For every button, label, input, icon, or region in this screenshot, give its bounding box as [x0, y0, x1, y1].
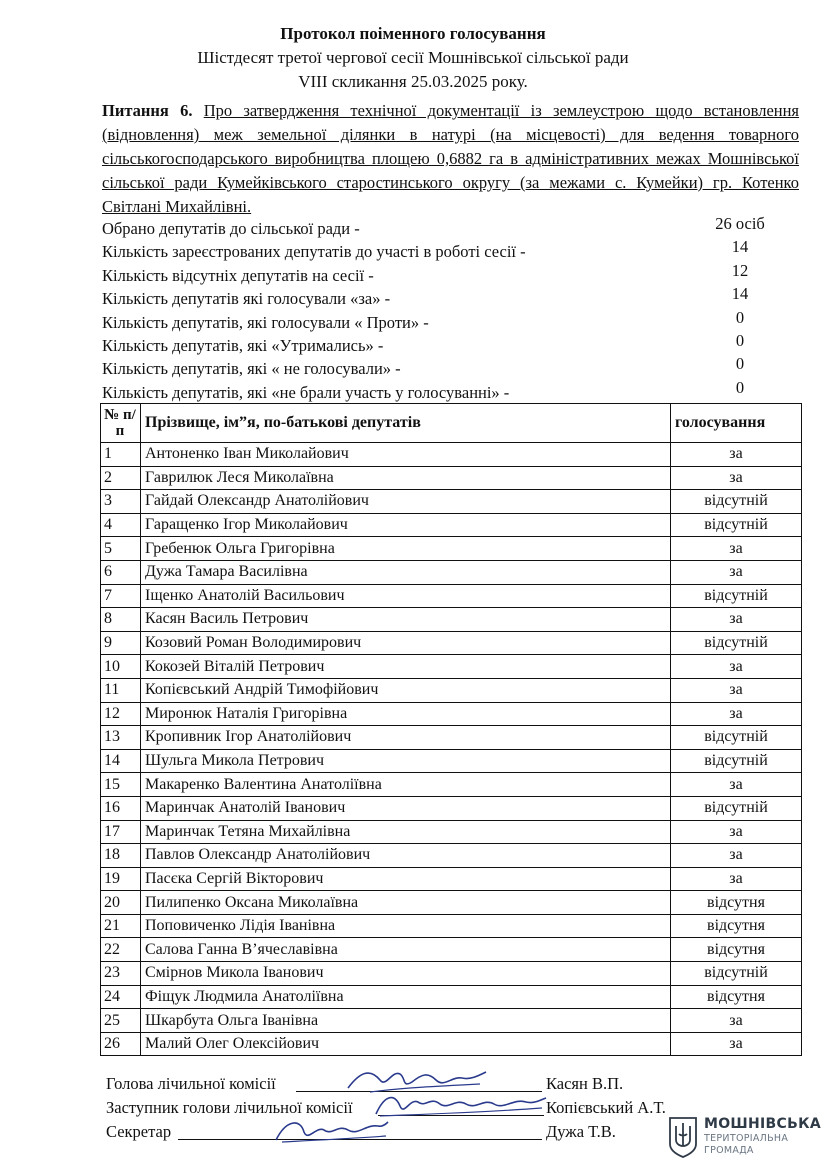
table-row	[101, 608, 802, 632]
vote-result: за	[671, 702, 802, 726]
deputy-name: Маринчак Анатолій Іванович	[141, 796, 671, 820]
table-row	[101, 584, 802, 608]
row-number: 1	[101, 443, 141, 467]
row-number: 9	[101, 631, 141, 655]
signature-role-chair: Голова лічильної комісії	[106, 1074, 276, 1093]
table-row	[101, 1032, 802, 1056]
row-number: 26	[101, 1032, 141, 1056]
deputy-name: Іщенко Анатолій Васильович	[141, 584, 671, 608]
row-number: 16	[101, 796, 141, 820]
table-row	[101, 938, 802, 962]
vote-result: за	[671, 867, 802, 891]
signature-name-secretary: Дужа Т.В.	[546, 1122, 616, 1141]
question-text: Про затвердження технічної документації із землеустрою щодо встановлення (відновлення) меж земельної ділянки в натурі (на місцевості) для ведення товарного сільськогосподарського виробництва площею 0,6882 га в адміністративних межах Мошнівської сільської ради Кумейківського старостинського округу (за межами с. Кумейки) гр. Котенко Світлані Михайлівні.	[102, 101, 800, 216]
deputy-name: Дужа Тамара Василівна	[141, 560, 671, 584]
vote-result: відсутній	[671, 726, 802, 750]
vote-result: відсутній	[671, 584, 802, 608]
vote-result: відсутній	[671, 796, 802, 820]
logo-line-2: ТЕРИТОРІАЛЬНА	[704, 1133, 789, 1144]
stat-label: Кількість депутатів, які голосували « Проти» -	[102, 312, 429, 332]
vote-result: відсутній	[671, 631, 802, 655]
document-title: Протокол поіменного голосування	[280, 24, 546, 43]
row-number: 21	[101, 914, 141, 938]
table-row	[101, 914, 802, 938]
table-row	[101, 796, 802, 820]
table-row	[101, 678, 802, 702]
deputy-name: Фіщук Людмила Анатоліївна	[141, 985, 671, 1009]
vote-result: за	[671, 678, 802, 702]
stat-value: 12	[731, 260, 749, 280]
row-number: 6	[101, 560, 141, 584]
header-vote: голосування	[671, 404, 802, 443]
row-number: 22	[101, 938, 141, 962]
table-row	[101, 655, 802, 679]
deputy-name: Павлов Олександр Анатолійович	[141, 844, 671, 868]
row-number: 8	[101, 608, 141, 632]
deputy-name: Шкарбута Ольга Іванівна	[141, 1009, 671, 1033]
row-number: 7	[101, 584, 141, 608]
row-number: 15	[101, 773, 141, 797]
deputy-name: Смірнов Микола Іванович	[141, 962, 671, 986]
header-name: Прізвище, ім”я, по-батькові депутатів	[141, 404, 671, 443]
deputy-name: Антоненко Іван Миколайович	[141, 443, 671, 467]
stat-value: 0	[735, 377, 745, 397]
deputy-name: Гребенюк Ольга Григорівна	[141, 537, 671, 561]
question-block	[102, 99, 799, 219]
row-number: 11	[101, 678, 141, 702]
deputy-name: Гаврилюк Леся Миколаївна	[141, 466, 671, 490]
deputy-name: Копієвський Андрій Тимофійович	[141, 678, 671, 702]
row-number: 20	[101, 891, 141, 915]
row-number: 2	[101, 466, 141, 490]
deputy-name: Козовий Роман Володимирович	[141, 631, 671, 655]
community-logo	[668, 1114, 821, 1164]
vote-result: за	[671, 608, 802, 632]
stat-label: Кількість депутатів, які «не брали участь у голосуванні» -	[102, 382, 510, 402]
row-number: 25	[101, 1009, 141, 1033]
vote-result: за	[671, 1032, 802, 1056]
deputy-name: Касян Василь Петрович	[141, 608, 671, 632]
vote-result: відсутній	[671, 962, 802, 986]
table-row	[101, 560, 802, 584]
table-row	[101, 490, 802, 514]
stat-value: 26 осіб	[715, 214, 765, 233]
deputy-name: Гаращенко Ігор Миколайович	[141, 513, 671, 537]
vote-result: відсутня	[671, 891, 802, 915]
deputy-name: Пасєка Сергій Вікторович	[141, 867, 671, 891]
vote-result: відсутній	[671, 490, 802, 514]
table-row	[101, 749, 802, 773]
vote-result: за	[671, 537, 802, 561]
stat-label: Кількість зареєстрованих депутатів до участі в роботі сесії -	[102, 242, 526, 262]
vote-result: за	[671, 443, 802, 467]
vote-result: за	[671, 560, 802, 584]
signature-role-secretary: Секретар	[106, 1122, 172, 1141]
logo-line-3: ГРОМАДА	[704, 1145, 754, 1156]
deputy-name: Поповиченко Лідія Іванівна	[141, 914, 671, 938]
deputy-name: Салова Ганна В’ячеславівна	[141, 938, 671, 962]
trident-emblem-icon	[668, 1116, 698, 1158]
deputy-name: Миронюк Наталія Григорівна	[141, 702, 671, 726]
vote-result: за	[671, 466, 802, 490]
stat-label: Кількість депутатів, які « не голосували» -	[102, 359, 401, 379]
stat-value: 0	[735, 354, 745, 374]
deputy-name: Макаренко Валентина Анатоліївна	[141, 773, 671, 797]
deputy-name: Пилипенко Оксана Миколаївна	[141, 891, 671, 915]
table-row	[101, 537, 802, 561]
row-number: 17	[101, 820, 141, 844]
table-row	[101, 985, 802, 1009]
deputy-name: Кокозей Віталій Петрович	[141, 655, 671, 679]
stat-value: 0	[735, 307, 745, 327]
row-number: 23	[101, 962, 141, 986]
table-row	[101, 867, 802, 891]
table-row	[101, 631, 802, 655]
vote-result: відсутній	[671, 513, 802, 537]
handwritten-signature-secretary	[270, 1112, 390, 1148]
vote-result: відсутня	[671, 914, 802, 938]
stat-label: Кількість депутатів, які «Утримались» -	[102, 336, 384, 355]
handwritten-signature-deputy	[370, 1086, 550, 1122]
vote-table	[100, 403, 802, 1056]
row-number: 5	[101, 537, 141, 561]
table-row	[101, 773, 802, 797]
signature-name-deputy: Копієвський А.Т.	[546, 1098, 666, 1117]
stat-label: Обрано депутатів до сільської ради -	[102, 219, 360, 238]
stat-label: Кількість депутатів які голосували «за» -	[102, 289, 391, 309]
row-number: 19	[101, 867, 141, 891]
stat-value: 14	[731, 237, 749, 257]
signature-role-deputy: Заступник голови лічильної комісії	[106, 1098, 353, 1117]
deputy-name: Кропивник Ігор Анатолійович	[141, 726, 671, 750]
stat-label: Кількість відсутніх депутатів на сесії -	[102, 265, 374, 285]
vote-result: за	[671, 820, 802, 844]
row-number: 24	[101, 985, 141, 1009]
table-row	[101, 844, 802, 868]
table-row	[101, 891, 802, 915]
table-header-row	[101, 404, 802, 443]
vote-result: за	[671, 773, 802, 797]
vote-result: за	[671, 655, 802, 679]
row-number: 18	[101, 844, 141, 868]
row-number: 3	[101, 490, 141, 514]
row-number: 10	[101, 655, 141, 679]
table-row	[101, 443, 802, 467]
signature-name-chair: Касян В.П.	[546, 1074, 624, 1093]
row-number: 4	[101, 513, 141, 537]
deputy-name: Гайдай Олександр Анатолійович	[141, 490, 671, 514]
vote-result: відсутня	[671, 985, 802, 1009]
table-row	[101, 513, 802, 537]
session-subtitle: Шістдесят третої чергової сесії Мошнівської сільської ради	[197, 48, 629, 67]
row-number: 12	[101, 702, 141, 726]
question-label: Питання 6.	[102, 101, 193, 120]
vote-result: відсутній	[671, 749, 802, 773]
deputy-name: Малий Олег Олексійович	[141, 1032, 671, 1056]
table-row	[101, 726, 802, 750]
deputy-name: Шульга Микола Петрович	[141, 749, 671, 773]
table-row	[101, 466, 802, 490]
table-row	[101, 820, 802, 844]
row-number: 13	[101, 726, 141, 750]
vote-result: відсутня	[671, 938, 802, 962]
deputy-name: Маринчак Тетяна Михайлівна	[141, 820, 671, 844]
session-date: VIII скликання 25.03.2025 року.	[298, 72, 528, 91]
logo-line-1: МОШНІВСЬКА	[704, 1116, 821, 1132]
vote-result: за	[671, 844, 802, 868]
header-number: № п/п	[101, 404, 141, 443]
table-row	[101, 962, 802, 986]
stat-value: 14	[731, 284, 749, 304]
vote-result: за	[671, 1009, 802, 1033]
stat-value: 0	[735, 331, 745, 350]
row-number: 14	[101, 749, 141, 773]
table-row	[101, 702, 802, 726]
table-row	[101, 1009, 802, 1033]
